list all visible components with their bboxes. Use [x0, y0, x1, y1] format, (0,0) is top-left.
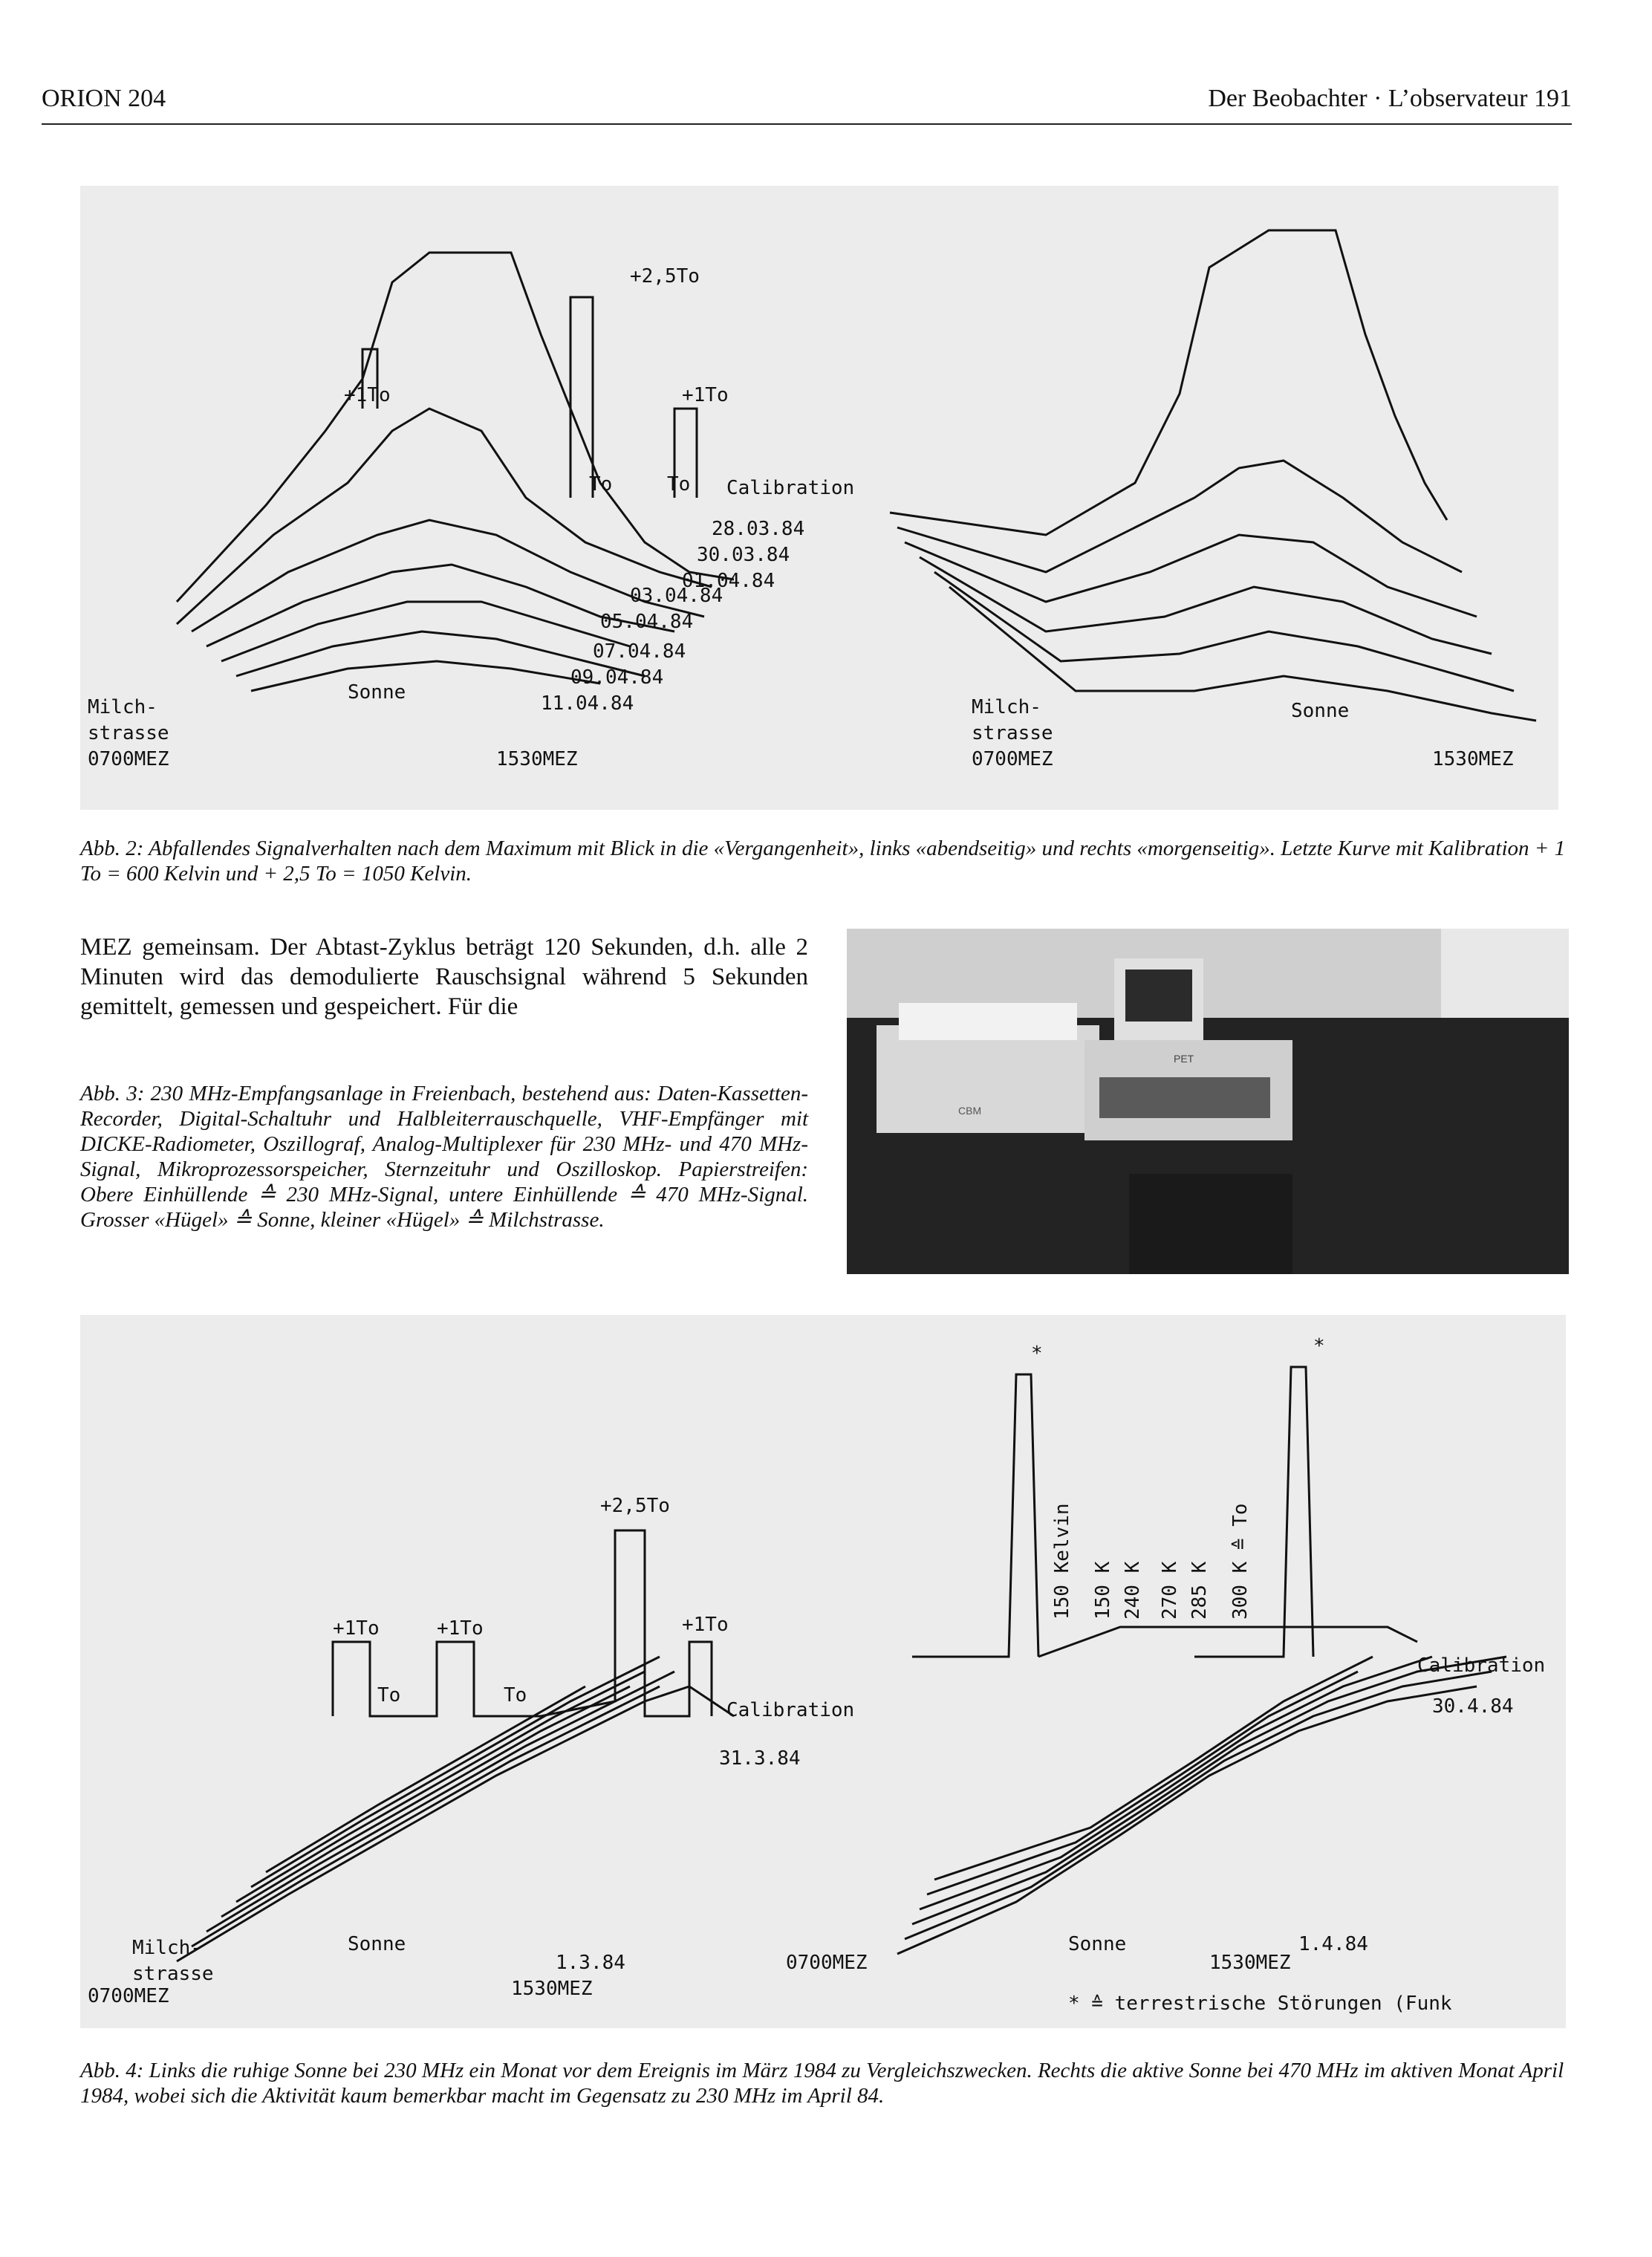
fig2-right-milch-label: Milch- [972, 696, 1041, 718]
fig4-date-top: 31.3.84 [719, 1747, 801, 1770]
keyboard-keys [1099, 1077, 1270, 1118]
fig4-right-date-top: 30.4.84 [1432, 1695, 1514, 1718]
fig2-date-3: 03.04.84 [630, 585, 723, 607]
fig2-calibration-label: Calibration [726, 477, 855, 499]
fig2-cal-top-label: +2,5To [630, 265, 700, 288]
fig2-sonne-label: Sonne [348, 681, 406, 704]
fig4-k150a-label: 150 Kelvin [1051, 1503, 1073, 1620]
fig4-to-label-1: To [377, 1684, 401, 1706]
fig4-star-1: * [1031, 1342, 1043, 1365]
fig2-cal-left-label: +1To [344, 384, 391, 406]
fig2-to-label-1: To [589, 473, 613, 496]
figure-3-caption [80, 1081, 808, 1233]
fig4-right-end-label: 1530MEZ [1209, 1952, 1291, 1974]
figure-3-photo-drawing [847, 929, 1569, 1274]
figure-2-caption-text: Abfallendes Signalverhalten nach dem Maximum mit Blick in die «Vergangenheit», links «abendseitig» und rechts «morgenseitig». Letzte Kurve mit Kalibration + 1 To = 600 Kelvin und + 2,5 To = 1050 Kelvin. [80, 837, 1566, 886]
figure-2-caption [80, 836, 1566, 886]
journal-issue: ORION 204 [42, 85, 166, 112]
fig4-right-date-bottom: 1.4.84 [1298, 1933, 1368, 1955]
computer-brand-label: PET [1174, 1053, 1194, 1065]
fig4-start-label: 0700MEZ [88, 1985, 169, 2007]
computer-screen [1125, 970, 1192, 1022]
body-paragraph: MEZ gemeinsam. Der Abtast-Zyklus beträgt 120 Sekunden, d.h. alle 2 Minuten wird das demodulierte Rauschsignal während 5 Sekunden gemittelt, gemessen und gespeichert. Für die [80, 934, 808, 1020]
fig2-date-5: 07.04.84 [593, 640, 686, 663]
fig4-milch-label: Milch- [132, 1937, 202, 1959]
fig4-calibration-label: Calibration [726, 1699, 855, 1721]
fig4-cal-left1-label: +1To [333, 1617, 380, 1640]
figure-4-caption [80, 2058, 1566, 2108]
fig4-right-labels [786, 1335, 1545, 2015]
fig4-to-label-2: To [504, 1684, 527, 1706]
fig2-to-label-2: To [667, 473, 691, 496]
fig2-end-label: 1530MEZ [496, 748, 578, 770]
fig2-date-2: 01.04.84 [682, 570, 775, 592]
figure-3-caption-text: 230 MHz-Empfangsanlage in Freienbach, bestehend aus: Daten-Kassetten-Recorder, Digital-Schaltuhr und Halbleiterrauschquelle, VHF-Empfänger mit DICKE-Radiometer, Oszillograf, Analog-Multiplexer für 230 MHz- und 470 MHz-Signal, Mikroprozessorspeicher, Sternzeituhr und Oszilloskop. Papierstreifen: Obere Einhüllende ≙ 230 MHz-Signal, untere Einhüllende ≙ 470 MHz-Signal. Grosser «Hügel» ≙ Sonne, kleiner «Hügel» ≙ Milchstrasse. [80, 1082, 809, 1232]
fig4-cal-left2-label: +1To [437, 1617, 484, 1640]
figure-4 [80, 1315, 1566, 2028]
fig4-footnote: * ≙ terrestrische Störungen (Funk [1068, 1993, 1452, 2015]
fig4-end-label: 1530MEZ [511, 1978, 593, 2000]
fig2-left-labels [88, 265, 854, 770]
fig2-right-sonne-label: Sonne [1291, 700, 1350, 722]
figure-4-caption-label: Abb. 4: [80, 2059, 144, 2082]
fig4-cal-top-label: +2,5To [600, 1495, 670, 1517]
fig2-right-curves [890, 230, 1536, 721]
desk-cabinet [1129, 1174, 1292, 1274]
fig4-right-calibration-label: Calibration [1417, 1654, 1546, 1677]
fig2-date-0: 28.03.84 [712, 518, 805, 540]
fig4-sonne-label: Sonne [348, 1933, 406, 1955]
printer [877, 1025, 1099, 1133]
fig2-date-6: 09.04.84 [570, 666, 664, 689]
fig4-left-curves [177, 1530, 734, 1961]
fig4-right-start-label: 0700MEZ [786, 1952, 868, 1974]
figure-3-caption-label: Abb. 3: [80, 1082, 145, 1105]
fig4-cal-right-label: +1To [682, 1614, 729, 1636]
figure-3-photo [847, 929, 1569, 1274]
figure-4-caption-text: Links die ruhige Sonne bei 230 MHz ein Monat vor dem Ereignis im März 1984 zu Vergleichszwecken. Rechts die aktive Sonne bei 470 MHz im aktiven Monat April 1984, wobei sich die Aktivität kaum bemerkbar macht im Gegensatz zu 230 MHz im April 84. [80, 2059, 1564, 2108]
fig2-strasse-label: strasse [88, 722, 169, 744]
figure-2-caption-label: Abb. 2: [80, 837, 144, 860]
figure-4-plot [80, 1315, 1566, 2028]
fig2-right-end-label: 1530MEZ [1432, 748, 1514, 770]
page-header [42, 79, 1572, 125]
fig4-star-2: * [1313, 1335, 1325, 1357]
fig2-start-label: 0700MEZ [88, 748, 169, 770]
fig2-right-labels [972, 696, 1514, 770]
fig4-k150b-label: 150 K [1092, 1561, 1114, 1620]
fig2-date-1: 30.03.84 [697, 544, 790, 566]
fig2-right-start-label: 0700MEZ [972, 748, 1053, 770]
printer-brand-label: CBM [958, 1105, 982, 1117]
fig4-strasse-label: strasse [132, 1963, 214, 1985]
figure-2-plot [80, 186, 1558, 810]
printer-paper [899, 1003, 1077, 1040]
fig4-k270-label: 270 K [1159, 1561, 1181, 1620]
fig4-right-sonne-label: Sonne [1068, 1933, 1127, 1955]
fig4-k285-label: 285 K [1188, 1561, 1211, 1620]
fig2-date-4: 05.04.84 [600, 611, 694, 633]
fig4-right-curves [897, 1367, 1506, 1954]
fig2-milch-label: Milch- [88, 696, 157, 718]
section-and-page: Der Beobachter · L’observateur 191 [1208, 85, 1572, 112]
fig2-date-7: 11.04.84 [541, 692, 634, 715]
fig2-cal-right-label: +1To [682, 384, 729, 406]
fig4-date-bottom: 1.3.84 [556, 1952, 625, 1974]
fig2-right-strasse-label: strasse [972, 722, 1053, 744]
fig4-k300-label: 300 K ≙ To [1229, 1503, 1252, 1620]
fig4-k240-label: 240 K [1122, 1561, 1144, 1620]
figure-2 [80, 186, 1558, 810]
